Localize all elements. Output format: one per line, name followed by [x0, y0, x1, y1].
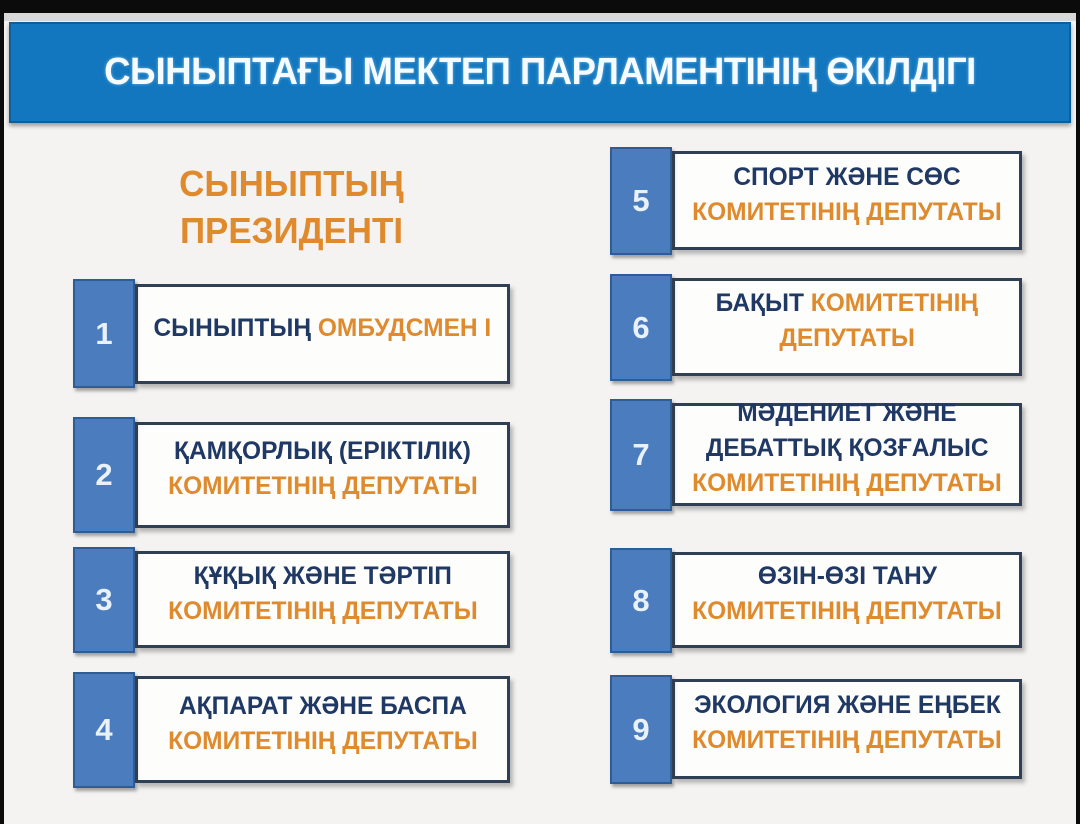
item-label-line [779, 321, 915, 356]
item-number-badge: 9 [610, 675, 672, 784]
item-label-segment: КОМИТЕТІНІҢ ДЕПУТАТЫ [692, 469, 1002, 497]
item-number-badge: 3 [73, 547, 135, 653]
item-label-line [168, 724, 478, 759]
item-label-box [135, 284, 510, 384]
item-label-box [135, 676, 510, 783]
item-label-line [154, 311, 492, 346]
item-number-badge: 6 [610, 274, 672, 381]
page-title-band [9, 22, 1071, 123]
item-label-box [672, 679, 1022, 779]
item-label-segment: МӘДЕНИЕТ ЖӘНЕ [737, 399, 957, 427]
item-label-line [168, 469, 478, 504]
item-label-segment: КОМИТЕТІНІҢ ДЕПУТАТЫ [692, 197, 1002, 226]
item-label-segment: ДЕПУТАТЫ [779, 324, 915, 352]
item-label-segment: АҚПАРАТ ЖӘНЕ БАСПА [178, 691, 467, 720]
page-title: СЫНЫПТАҒЫ МЕКТЕП ПАРЛАМЕНТІНІҢ ӨКІЛДІГІ [104, 51, 976, 93]
top-margin-strip [4, 13, 1076, 21]
item-label-segment: КОМИТЕТІНІҢ ДЕПУТАТЫ [167, 472, 478, 500]
item-number-badge: 8 [610, 548, 672, 653]
president-heading-line1: СЫНЫПТЫҢ [179, 163, 404, 204]
item-label-line [757, 559, 936, 594]
item-label-line [737, 396, 956, 431]
item-label-line [179, 689, 467, 724]
item-number-badge: 1 [73, 279, 135, 388]
item-label-segment: КОМИТЕТІНІҢ ДЕПУТАТЫ [692, 726, 1002, 754]
item-label-segment: БАҚЫТ [715, 289, 811, 317]
item-label-line [692, 195, 1002, 230]
item-label-box [672, 399, 1022, 506]
item-label-line [692, 723, 1002, 758]
item-label-line [174, 434, 471, 469]
item-label-segment: СПОРТ ЖӘНЕ СӨС [733, 162, 961, 191]
item-label-segment: КОМИТЕТІНІҢ ДЕПУТАТЫ [167, 596, 478, 625]
item-number-badge: 7 [610, 399, 672, 511]
item-label-segment: ДЕБАТТЫҚ ҚОЗҒАЛЫС [705, 434, 989, 462]
content-area [4, 13, 1076, 824]
item-label-box [672, 278, 1022, 376]
item-label-box [672, 552, 1022, 648]
item-label-box [135, 422, 510, 528]
item-number-badge: 4 [73, 672, 135, 788]
item-label-box [135, 551, 510, 648]
item-label-segment: СЫНЫПТЫҢ [153, 313, 319, 342]
item-label-line [692, 466, 1002, 501]
president-heading [80, 160, 504, 254]
item-label-segment: ҚАМҚОРЛЫҚ (ЕРІКТІЛІК) [174, 437, 471, 465]
item-number-badge: 2 [73, 417, 135, 533]
item-label-line [716, 286, 978, 321]
president-heading-line2: ПРЕЗИДЕНТІ [179, 210, 404, 251]
item-label-line [706, 431, 989, 466]
item-label-segment: КОМИТЕТІНІҢ ДЕПУТАТЫ [167, 726, 478, 755]
item-label-segment: ОМБУДСМЕН І [318, 313, 492, 342]
item-label-segment: ӨЗІН-ӨЗІ ТАНУ [757, 562, 937, 590]
item-label-line [193, 559, 451, 594]
item-label-box [672, 151, 1022, 250]
item-label-segment: ҚҰҚЫҚ ЖӘНЕ ТӘРТІП [193, 561, 452, 590]
item-number-badge: 5 [610, 147, 672, 255]
item-label-segment: ЭКОЛОГИЯ ЖӘНЕ ЕҢБЕК [693, 691, 1001, 719]
item-label-line [694, 688, 1001, 723]
item-label-line [733, 160, 960, 195]
item-label-line [692, 594, 1002, 629]
item-label-segment: КОМИТЕТІНІҢ ДЕПУТАТЫ [692, 597, 1002, 625]
item-label-line [168, 594, 478, 629]
item-label-segment: КОМИТЕТІНІҢ [810, 289, 979, 317]
